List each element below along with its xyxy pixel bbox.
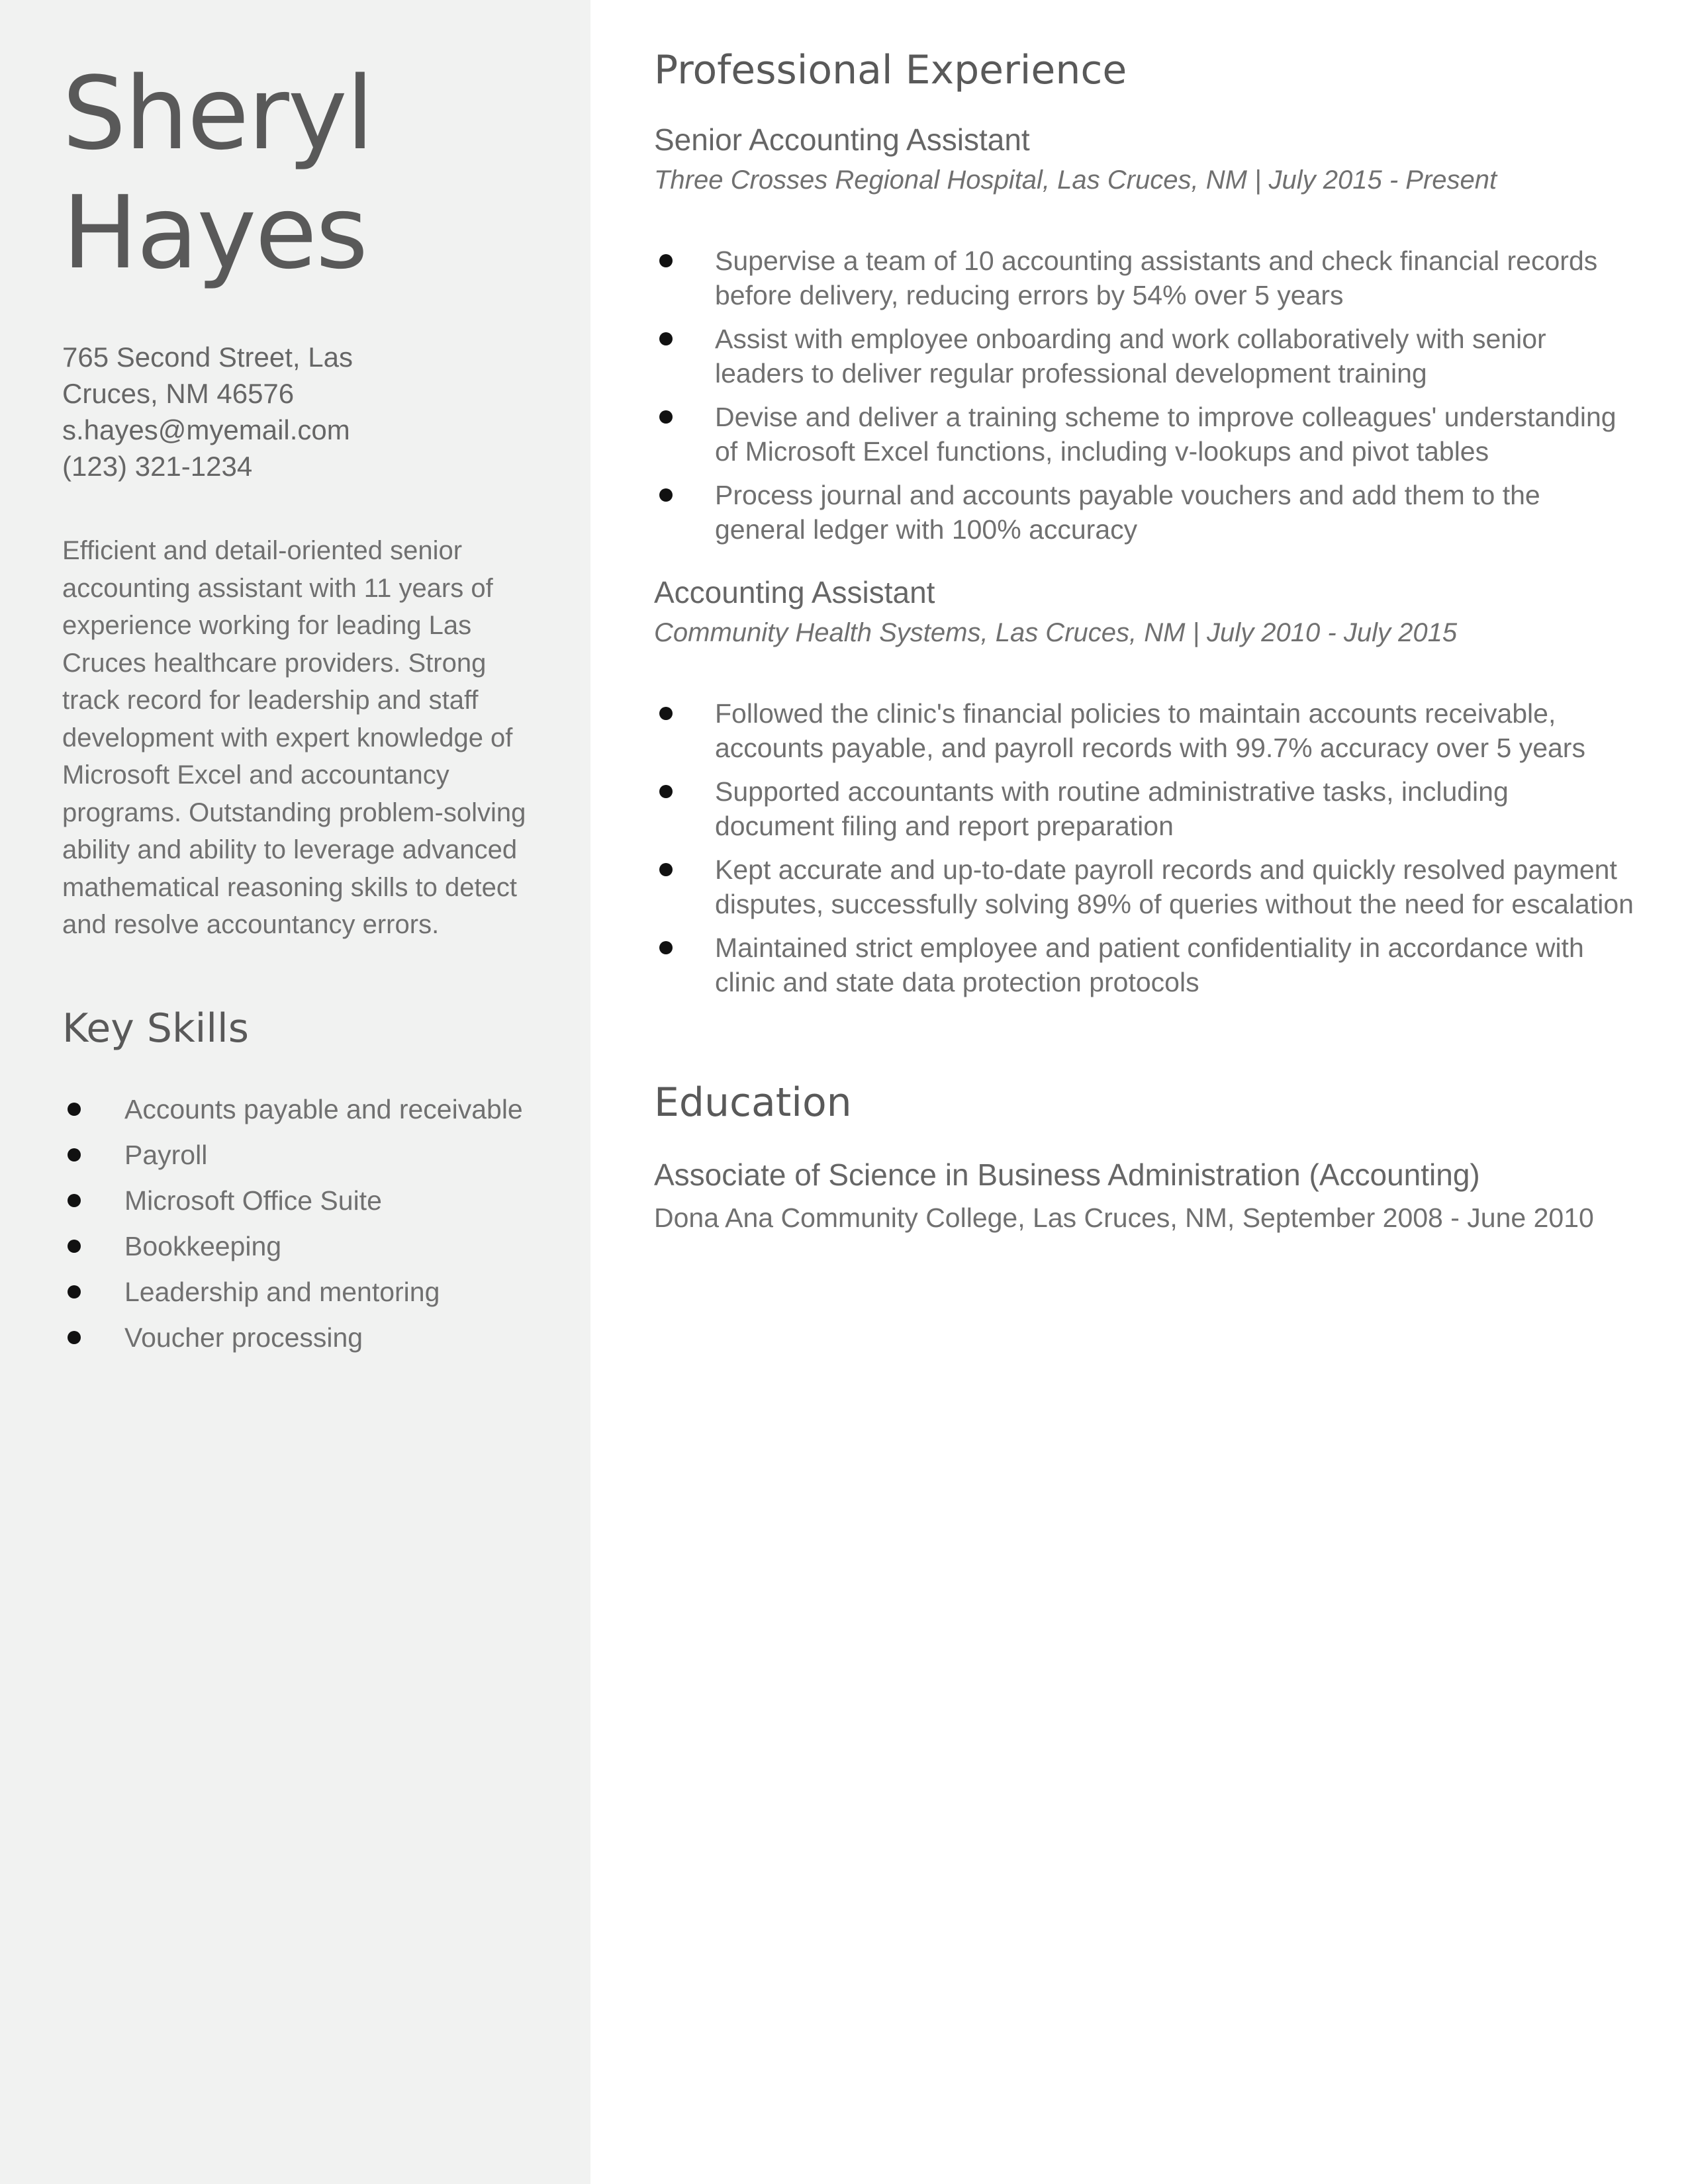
skill-item xyxy=(62,1275,551,1309)
address: 765 Second Street, Las Cruces, NM 46576 xyxy=(62,341,353,409)
bullet-icon xyxy=(68,1148,81,1161)
job-bullet xyxy=(654,322,1635,390)
job-entry xyxy=(654,573,1635,999)
job-bullet xyxy=(654,478,1635,547)
education-school: Dona Ana Community College, Las Cruces, NM, September 2008 - June 2010 xyxy=(654,1203,1594,1233)
bullet-icon xyxy=(659,410,673,424)
bullet-icon xyxy=(659,941,673,954)
job-bullet-text: Maintained strict employee and patient confidentiality in accordance with clinic and state data protection protocols xyxy=(715,933,1584,997)
key-skills-heading: Key Skills xyxy=(62,1005,249,1052)
job-entry xyxy=(654,120,1635,547)
job-bullet-text: Devise and deliver a training scheme to improve colleagues' understanding of Microsoft Excel functions, including v-lookups and pivot tables xyxy=(715,402,1617,467)
skill-label: Microsoft Office Suite xyxy=(124,1185,382,1216)
job-bullet-text: Followed the clinic's financial policies to maintain accounts receivable, accounts payable, and payroll records with 99.7% accuracy over 5 years xyxy=(715,698,1585,763)
job-bullet xyxy=(654,244,1635,312)
education-entry xyxy=(654,1156,1635,1235)
education-heading: Education xyxy=(654,1079,852,1126)
skill-label: Payroll xyxy=(124,1139,208,1170)
bullet-icon xyxy=(68,1194,81,1207)
skills-list xyxy=(62,1092,551,1355)
bullet-icon xyxy=(659,332,673,345)
skill-label: Leadership and mentoring xyxy=(124,1276,440,1307)
job-title: Accounting Assistant xyxy=(654,575,935,610)
bullet-icon xyxy=(659,254,673,267)
job-meta: Three Crosses Regional Hospital, Las Cruces, NM | July 2015 - Present xyxy=(654,165,1497,195)
job-bullet xyxy=(654,931,1635,999)
last-name: Hayes xyxy=(62,174,367,291)
main-content xyxy=(590,0,1688,2184)
skill-item xyxy=(62,1229,551,1263)
job-bullets xyxy=(654,244,1635,547)
job-bullet-text: Kept accurate and up-to-date payroll records and quickly resolved payment disputes, successfully solving 89% of queries without the need for escalation xyxy=(715,854,1634,919)
email: s.hayes@myemail.com xyxy=(62,414,350,445)
candidate-name xyxy=(62,54,551,293)
bullet-icon xyxy=(659,707,673,720)
skill-label: Voucher processing xyxy=(124,1322,363,1353)
job-bullet-text: Process journal and accounts payable vouchers and add them to the general ledger with 100% accuracy xyxy=(715,480,1540,545)
bullet-icon xyxy=(659,785,673,798)
first-name: Sheryl xyxy=(62,55,373,172)
job-bullets xyxy=(654,696,1635,999)
contact-block xyxy=(62,339,551,484)
skill-label: Accounts payable and receivable xyxy=(124,1093,523,1124)
job-bullet xyxy=(654,696,1635,765)
job-title: Senior Accounting Assistant xyxy=(654,122,1030,157)
sidebar xyxy=(0,0,590,2184)
job-bullet xyxy=(654,774,1635,843)
bullet-icon xyxy=(68,1103,81,1116)
skill-item xyxy=(62,1138,551,1172)
bullet-icon xyxy=(659,488,673,502)
bullet-icon xyxy=(68,1331,81,1344)
education-degree: Associate of Science in Business Administration (Accounting) xyxy=(654,1158,1480,1192)
phone: (123) 321-1234 xyxy=(62,451,253,482)
bullet-icon xyxy=(659,863,673,876)
job-bullet-text: Assist with employee onboarding and work collaboratively with senior leaders to deliver regular professional development training xyxy=(715,324,1546,388)
skill-item xyxy=(62,1092,551,1126)
bullet-icon xyxy=(68,1285,81,1298)
experience-heading: Professional Experience xyxy=(654,47,1127,93)
skill-item xyxy=(62,1320,551,1355)
bullet-icon xyxy=(68,1240,81,1253)
job-bullet-text: Supported accountants with routine administrative tasks, including document filing and report preparation xyxy=(715,776,1509,841)
skill-label: Bookkeeping xyxy=(124,1230,282,1261)
job-meta: Community Health Systems, Las Cruces, NM | July 2010 - July 2015 xyxy=(654,618,1458,647)
job-bullet xyxy=(654,400,1635,469)
job-bullet xyxy=(654,852,1635,921)
profile-summary: Efficient and detail-oriented senior accounting assistant with 11 years of experience working for leading Las Cruces healthcare providers. Strong track record for leadership and staff development with expert knowledge of Microsoft Excel and accountancy programs. Outstanding problem-solving ability and ability to leverage advanced mathematical reasoning skills to detect and resolve accountancy errors. xyxy=(62,536,526,939)
job-bullet-text: Supervise a team of 10 accounting assistants and check financial records before delivery, reducing errors by 54% over 5 years xyxy=(715,246,1598,310)
skill-item xyxy=(62,1183,551,1218)
